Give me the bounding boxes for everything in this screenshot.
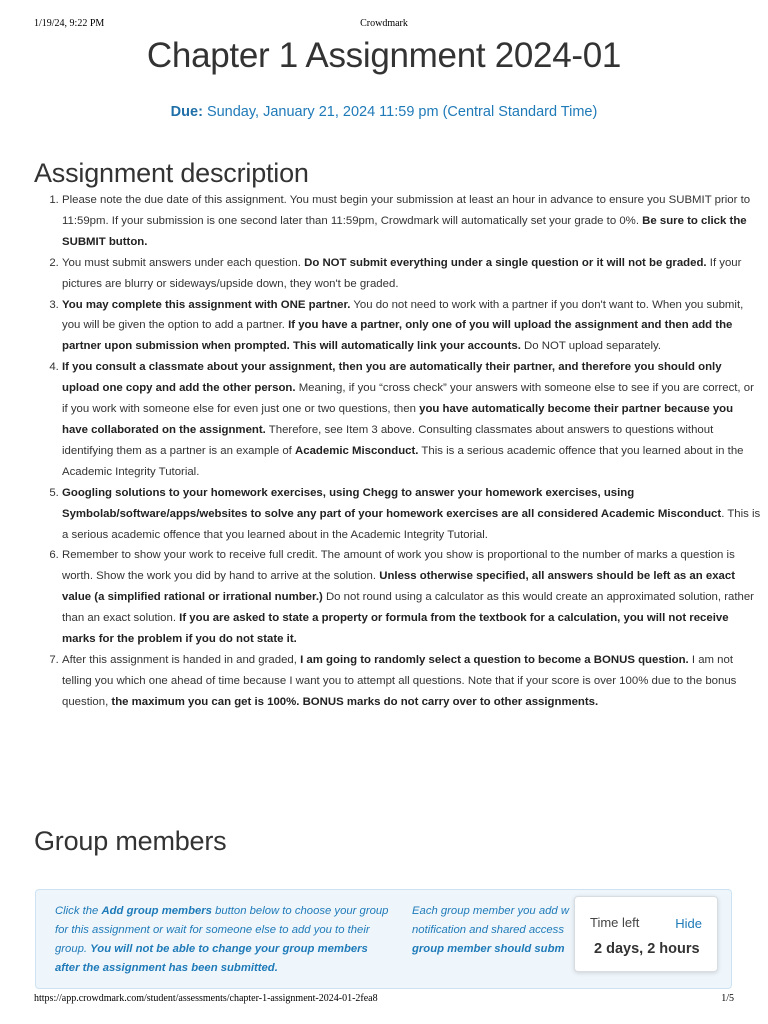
print-footer: [34, 993, 734, 1007]
description-text: the maximum you can get is 100%. BONUS marks do not carry over to other assignments.: [111, 695, 599, 708]
time-left-card: [574, 896, 718, 972]
description-text: I am going to randomly select a question to become a BONUS question.: [300, 653, 689, 666]
assignment-title: Chapter 1 Assignment 2024-01: [146, 36, 622, 75]
description-text: Therefore, see Item 3 above. Consulting classmates about answers to questions without identifying them as a partner is an example of: [62, 423, 714, 457]
group-instruction-text: Click the: [55, 905, 102, 917]
description-text: If you have a partner, only one of you will upload the assignment and then add the partner upon submission when prompted. This will automatically link your accounts.: [62, 319, 733, 353]
description-text: Academic Misconduct.: [295, 444, 419, 457]
assignment-description-heading: Assignment description: [34, 158, 309, 188]
description-text: Do NOT submit everything under a single question or it will not be graded.: [304, 256, 707, 269]
description-text: Remember to show your work to receive full credit. The amount of work you show is proportional to the number of marks a question is worth. Show the work you did by hand to arrive at the solution.: [62, 549, 735, 583]
description-text: You must submit answers under each question.: [62, 256, 305, 269]
description-item: [62, 253, 762, 295]
description-text: . This is a serious academic offence that you learned about in the Academic Integrity Tutorial.: [62, 507, 761, 541]
description-text: you have automatically become their partner because you have collaborated on the assignment.: [62, 403, 734, 436]
time-left-label: Time left: [590, 915, 640, 930]
description-text: Please note the due date of this assignment. You must begin your submission at least an hour in advance to ensure you SUBMIT prior to 11:59pm. If your submission is one second later than 11:59pm, Crowdmark will automatically set your grade to 0%.: [62, 194, 751, 227]
group-members-heading: Group members: [34, 826, 227, 856]
description-item: [62, 295, 762, 358]
description-text: Be sure to click the SUBMIT button.: [62, 214, 747, 248]
description-text: Do not round using a calculator as this would create an approximated solution, rather than an exact solution.: [62, 591, 754, 625]
description-text: If you consult a classmate about your assignment, then you are automatically their partner, and therefore you should only upload one copy and add the other person.: [62, 361, 722, 395]
print-url: https://app.crowdmark.com/student/assessments/chapter-1-assignment-2024-01-2fea8: [34, 993, 378, 1004]
description-text: If your pictures are blurry or sideways/upside down, they won't be graded.: [62, 256, 742, 290]
description-text: Do NOT upload separately.: [520, 340, 661, 353]
print-site-name: Crowdmark: [360, 18, 408, 29]
description-text: This is a serious academic offence that you learned about in the Academic Integrity Tutorial.: [62, 444, 744, 478]
group-instruction-text: Each group member you add w: [412, 905, 569, 917]
description-item: [62, 650, 762, 713]
description-text: If you are asked to state a property or formula from the textbook for a calculation, you will not receive marks for the problem if you do not state it.: [62, 612, 729, 646]
due-date: [0, 104, 768, 120]
description-item: [62, 545, 762, 650]
description-item: [62, 357, 762, 482]
group-instruction-text: group member should subm: [412, 943, 565, 955]
description-item: [62, 190, 762, 253]
description-text: Unless otherwise specified, all answers should be left as an exact value (a simplified rational or irrational number.): [62, 570, 735, 604]
group-instruction-text: You will not be able to change your group members after the assignment has been submitted.: [55, 943, 368, 974]
assignment-description-list: [34, 190, 762, 713]
group-instructions-left: [55, 902, 393, 978]
print-datetime: 1/19/24, 9:22 PM: [34, 18, 105, 29]
group-instruction-text: notification and shared access: [412, 924, 564, 936]
description-text: You do not need to work with a partner if you don't want to. When you submit, you will be given the option to add a partner.: [62, 298, 744, 332]
print-page-number: 1/5: [721, 993, 734, 1004]
due-value: Sunday, January 21, 2024 11:59 pm (Central Standard Time): [206, 104, 598, 120]
description-item: [62, 483, 762, 546]
description-text: I am not telling you which one ahead of time because I want you to attempt all questions. Note that if your score is over 100% due to the bonus question,: [62, 653, 737, 708]
print-header: [34, 18, 734, 32]
due-label: Due:: [170, 104, 203, 120]
time-left-value: 2 days, 2 hours: [594, 941, 700, 957]
description-text: Meaning, if you “cross check” your answers with someone else to see if you are correct, or if you work with someone else for even just one or two questions, then: [62, 382, 754, 416]
hide-timer-button[interactable]: Hide: [675, 916, 702, 931]
description-text: You may complete this assignment with ONE partner.: [62, 298, 351, 311]
group-instruction-text: Add group members: [101, 905, 212, 917]
description-text: After this assignment is handed in and graded,: [62, 653, 301, 666]
description-text: Googling solutions to your homework exercises, using Chegg to answer your homework exercises, using Symbolab/software/apps/websites to solve any part of your homework exercises are all considered Academic Misconduct: [62, 486, 722, 520]
group-instruction-text: button below to choose your group for this assignment or wait for someone else to add you to their group.: [55, 905, 389, 955]
